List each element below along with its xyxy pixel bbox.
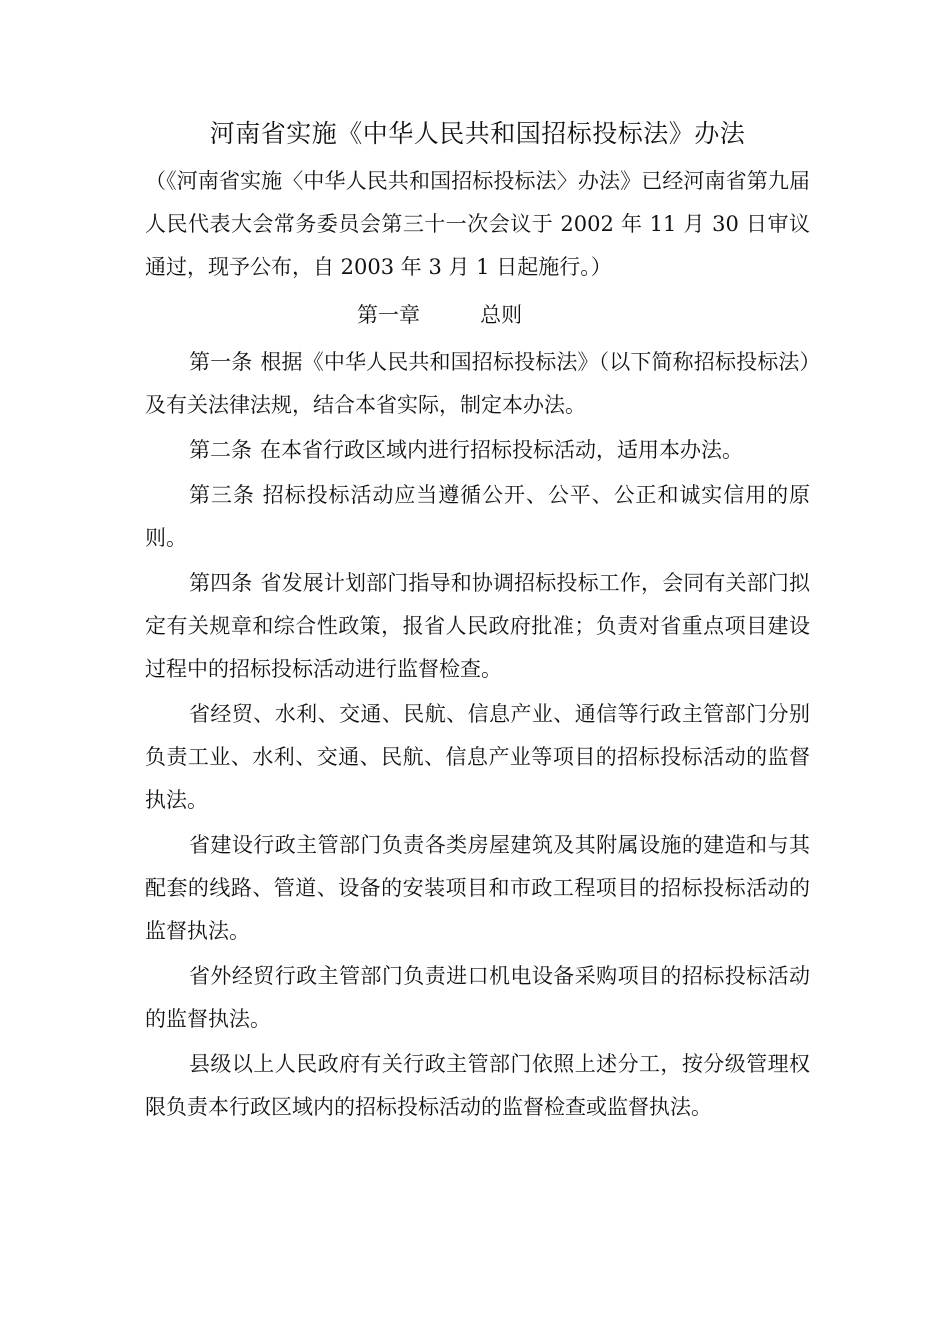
document-title: 河南省实施《中华人民共和国招标投标法》办法 [209,119,746,148]
article-4 [145,562,810,691]
document-page [145,116,810,1131]
article-2 [145,429,810,472]
promulgation-note: （《河南省实施〈中华人民共和国招标投标法〉办法》已经河南省第九届人民代表大会常务委员会第三十一次会议于 2002 年 11 月 30 日审议通过，现予公布，自 2003 年 3 月 1 日起施行。） [145,169,810,279]
article-4-paragraph: 省经贸、水利、交通、民航、信息产业、通信等行政主管部门分别负责工业、水利、交通、民航、信息产业等项目的招标投标活动的监督执法。 [145,702,810,812]
article-number: 第二条 [189,438,252,462]
article-number: 第三条 [189,483,255,507]
article-3 [145,474,810,560]
chapter-name: 总则 [480,303,523,327]
article-text: 根据《中华人民共和国招标投标法》（以下简称招标投标法）及有关法律法规，结合本省实际，制定本办法。 [145,350,811,417]
article-4-paragraph: 省外经贸行政主管部门负责进口机电设备采购项目的招标投标活动的监督执法。 [145,964,810,1031]
article-number: 第一条 [189,350,253,374]
article-1 [145,341,810,427]
article-4-paragraph: 省建设行政主管部门负责各类房屋建筑及其附属设施的建造和与其配套的线路、管道、设备的安装项目和市政工程项目的招标投标活动的监督执法。 [145,833,810,943]
article-text: 招标投标活动应当遵循公开、公平、公正和诚实信用的原则。 [145,483,811,550]
article-text: 省发展计划部门指导和协调招标投标工作，会同有关部门拟定有关规章和综合性政策，报省人民政府批准；负责对省重点项目建设过程中的招标投标活动进行监督检查。 [145,571,811,681]
article-number: 第四条 [189,571,253,595]
article-4-paragraph: 县级以上人民政府有关行政主管部门依照上述分工，按分级管理权限负责本行政区域内的招标投标活动的监督检查或监督执法。 [145,1052,810,1119]
chapter-heading [145,294,810,337]
article-text: 在本省行政区域内进行招标投标活动，适用本办法。 [260,438,743,462]
chapter-number: 第一章 [357,303,420,327]
